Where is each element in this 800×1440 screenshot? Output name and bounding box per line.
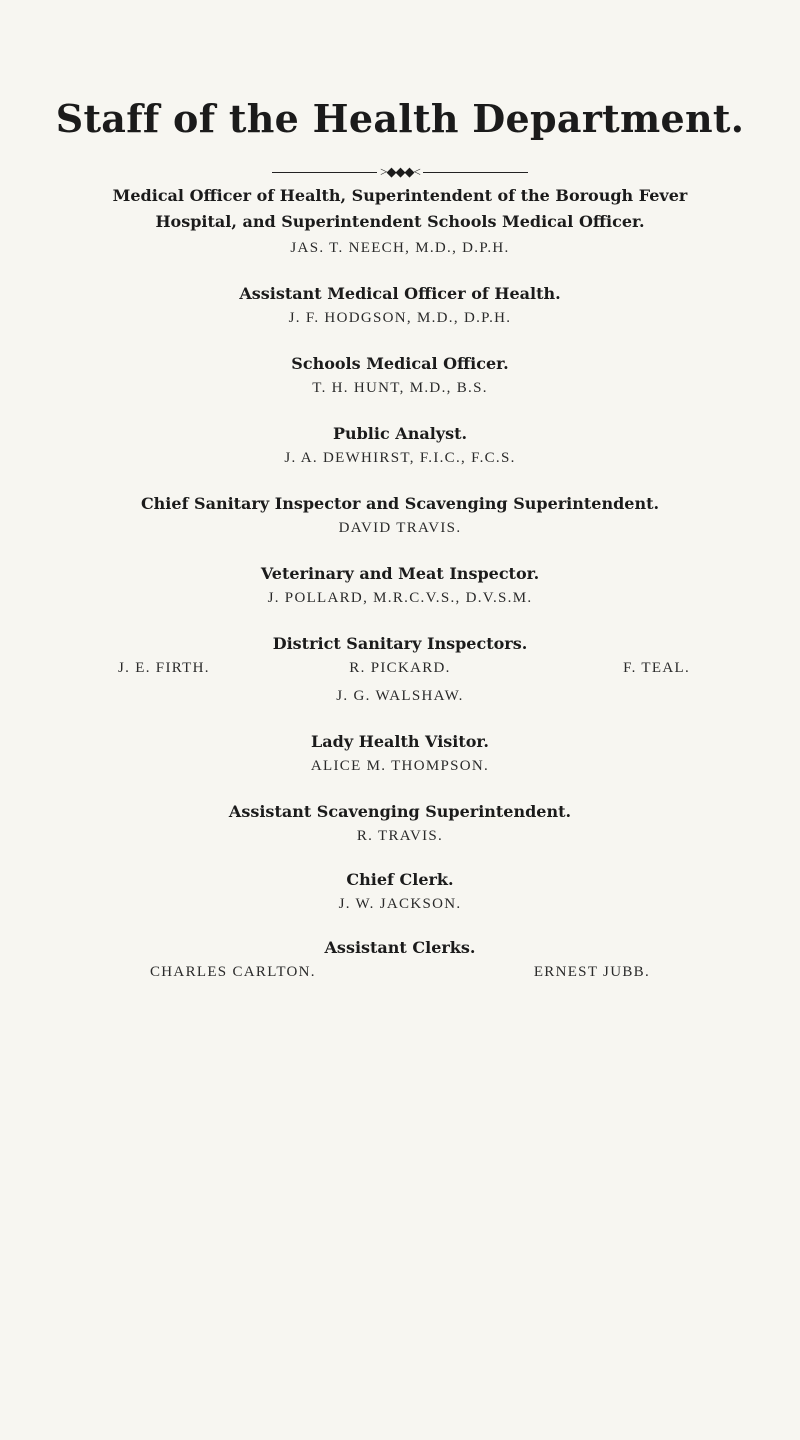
heading-assistant-medical-officer: Assistant Medical Officer of Health. (239, 284, 561, 303)
heading-lady-health-visitor: Lady Health Visitor. (311, 732, 489, 751)
heading-public-analyst: Public Analyst. (332, 424, 468, 443)
name-district-inspector: F. TEAL. (623, 660, 690, 676)
heading-chief-sanitary-inspector: Chief Sanitary Inspector and Scavenging Superintendent. (140, 494, 660, 513)
name-assistant-medical-officer: J. F. HODGSON, M.D., D.P.H. (288, 310, 512, 326)
name-medical-officer: JAS. T. NEECH, M.D., D.P.H. (290, 240, 510, 256)
name-district-inspector: J. E. FIRTH. (118, 660, 210, 676)
heading-assistant-scavenging-superintendent: Assistant Scavenging Superintendent. (228, 802, 572, 821)
name-assistant-clerk: ERNEST JUBB. (533, 964, 650, 980)
heading-district-sanitary-inspectors: District Sanitary Inspectors. (272, 634, 528, 653)
name-chief-sanitary-inspector: DAVID TRAVIS. (338, 520, 462, 536)
name-assistant-clerk: CHARLES CARLTON. (150, 964, 316, 980)
name-chief-clerk: J. W. JACKSON. (338, 896, 462, 912)
heading-medical-officer-line-2: Hospital, and Superintendent Schools Medical Officer. (155, 212, 645, 231)
name-assistant-scavenging-superintendent: R. TRAVIS. (356, 828, 444, 844)
name-veterinary-inspector: J. POLLARD, M.R.C.V.S., D.V.S.M. (267, 590, 533, 606)
heading-chief-clerk: Chief Clerk. (346, 870, 454, 889)
name-public-analyst: J. A. DEWHIRST, F.I.C., F.C.S. (284, 450, 516, 466)
heading-assistant-clerks: Assistant Clerks. (324, 938, 476, 957)
page-title: Staff of the Health Department. (55, 96, 745, 141)
name-schools-medical-officer: T. H. HUNT, M.D., B.S. (312, 380, 488, 396)
name-district-inspector: R. PICKARD. (349, 660, 451, 676)
heading-schools-medical-officer: Schools Medical Officer. (291, 354, 509, 373)
heading-medical-officer-line-1: Medical Officer of Health, Superintendent of the Borough Fever (112, 186, 688, 205)
title-ornament: >◆◆◆< (0, 164, 800, 179)
heading-veterinary-inspector: Veterinary and Meat Inspector. (260, 564, 540, 583)
name-lady-health-visitor: ALICE M. THOMPSON. (310, 758, 490, 774)
name-district-inspector: J. G. WALSHAW. (336, 688, 464, 704)
